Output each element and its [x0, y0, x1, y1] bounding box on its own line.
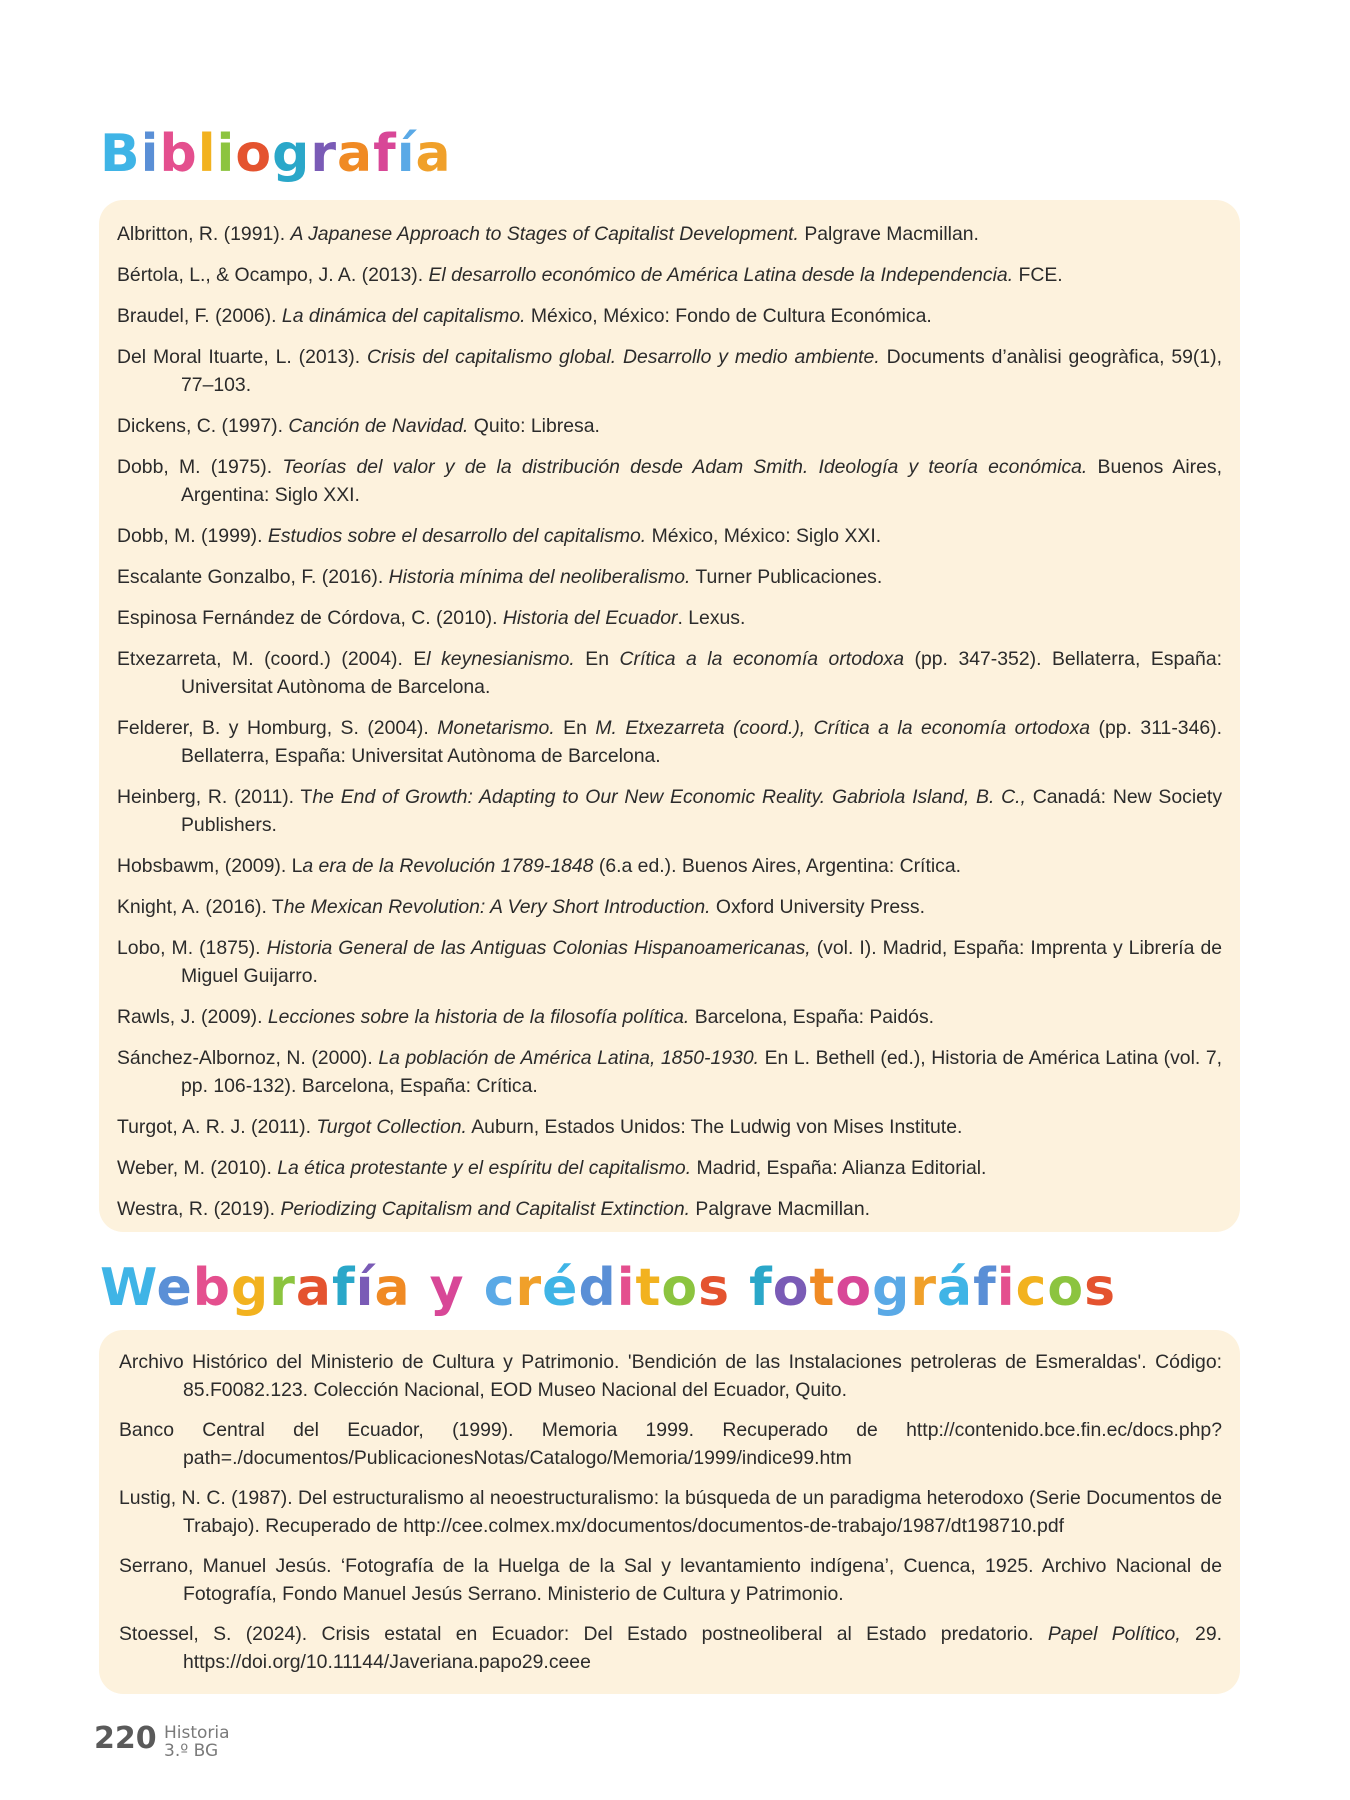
reference-text: Madrid, España: Alianza Editorial.: [691, 1157, 987, 1179]
reference-text: En: [554, 717, 596, 739]
heading-letter: o: [772, 1258, 810, 1318]
reference-text: Escalante Gonzalbo, F. (2016).: [117, 566, 389, 588]
reference-entry: [117, 302, 1222, 330]
reference-text: Canadá: New Society Publishers.: [181, 786, 1223, 836]
reference-text: México, México: Siglo XXI.: [646, 525, 882, 547]
reference-text: Etxezarreta, M. (coord.) (2004). E: [117, 648, 427, 670]
reference-title: Estudios sobre el desarrollo del capitalismo.: [267, 525, 647, 547]
heading-letter: e: [156, 1258, 193, 1318]
reference-entry: [117, 893, 1222, 921]
heading-letter: b: [159, 124, 198, 184]
reference-text: (vol. I). Madrid, España: Imprenta y Librería de Miguel Guijarro.: [181, 937, 1223, 987]
reference-title: Historia del Ecuador: [502, 607, 678, 629]
heading-letter: f: [332, 1258, 356, 1318]
reference-title: M. Etxezarreta (coord.), Crítica a la economía ortodoxa: [595, 717, 1091, 739]
bibliography-panel: [99, 200, 1240, 1232]
reference-title: Canción de Navidad.: [288, 415, 469, 437]
reference-text: (pp. 347-352). Bellaterra, España: Universitat Autònoma de Barcelona.: [181, 648, 1222, 698]
reference-entry: [117, 1113, 1222, 1141]
reference-text: México, México: Fondo de Cultura Económica.: [525, 305, 932, 327]
reference-text: Auburn, Estados Unidos: The Ludwig von Mises Institute.: [466, 1116, 963, 1138]
reference-text: Barcelona, España: Paidós.: [689, 1006, 935, 1028]
heading-letter: o: [235, 124, 273, 184]
reference-text: Dobb, M. (1975).: [117, 456, 283, 478]
reference-entry: [117, 1044, 1222, 1100]
reference-entry: [117, 1003, 1222, 1031]
reference-text: 29. https://doi.org/10.11144/Javeriana.papo29.ceee: [183, 1623, 1222, 1673]
reference-title: he End of Growth: Adapting to Our New Economic Reality. Gabriola Island, B. C.,: [312, 786, 1026, 808]
reference-entry: [119, 1552, 1222, 1608]
heading-letter: [411, 1258, 430, 1318]
reference-title: La población de América Latina, 1850-1930.: [378, 1047, 760, 1069]
reference-title: La ética protestante y el espíritu del capitalismo.: [277, 1157, 692, 1179]
reference-entry: [117, 412, 1222, 440]
subject-name: Historia: [164, 1723, 230, 1743]
reference-title: Historia General de las Antiguas Colonias Hispanoamericanas,: [266, 937, 811, 959]
heading-letter: W: [100, 1258, 157, 1318]
reference-text: . Lexus.: [677, 607, 746, 629]
heading-letter: f: [973, 1258, 997, 1318]
heading-letter: a: [374, 1258, 411, 1318]
heading-letter: i: [216, 124, 236, 184]
heading-letter: a: [415, 124, 452, 184]
reference-title: a era de la Revolución 1789-1848: [302, 855, 594, 877]
heading-letter: b: [192, 1258, 232, 1318]
heading-letter: i: [140, 124, 160, 184]
reference-text: Espinosa Fernández de Córdova, C. (2010).: [117, 607, 503, 629]
reference-entry: [117, 453, 1222, 509]
reference-text: (pp. 311-346). Bellaterra, España: Universitat Autònoma de Barcelona.: [181, 717, 1222, 767]
reference-text: Palgrave Macmillan.: [798, 223, 979, 245]
reference-title: La dinámica del capitalismo.: [281, 305, 526, 327]
reference-text: Turgot, A. R. J. (2011).: [117, 1116, 317, 1138]
reference-text: FCE.: [1013, 264, 1063, 286]
heading-letter: í: [396, 124, 416, 184]
reference-entry: [117, 852, 1222, 880]
reference-entry: [117, 343, 1222, 399]
reference-text: Banco Central del Ecuador, (1999). Memoria 1999. Recuperado de http://contenido.bce.fin.ec/docs.php?path=./documentos/PublicacionesNotas/Catalogo/Memoria/1999/indice99.htm: [119, 1419, 1222, 1469]
reference-text: Braudel, F. (2006).: [117, 305, 282, 327]
reference-entry: [119, 1484, 1222, 1540]
reference-text: Dobb, M. (1999).: [117, 525, 268, 547]
reference-title: Periodizing Capitalism and Capitalist Extinction.: [280, 1198, 691, 1220]
reference-entry: [117, 563, 1222, 591]
reference-text: Del Moral Ituarte, L. (2013).: [117, 346, 367, 368]
webgraphy-heading: [100, 1258, 1117, 1318]
heading-letter: g: [872, 1258, 911, 1318]
heading-letter: t: [809, 1258, 836, 1318]
reference-text: Lobo, M. (1875).: [117, 937, 267, 959]
reference-entry: [117, 783, 1222, 839]
heading-letter: r: [910, 1258, 938, 1318]
reference-title: El desarrollo económico de América Latina desde la Independencia.: [428, 264, 1014, 286]
heading-letter: d: [578, 1258, 617, 1318]
reference-title: Monetarismo.: [437, 717, 555, 739]
subject-label: [164, 1724, 230, 1760]
heading-letter: o: [1047, 1258, 1085, 1318]
reference-text: En: [574, 648, 620, 670]
reference-entry: [119, 1348, 1222, 1404]
heading-letter: o: [661, 1258, 699, 1318]
reference-entry: [117, 645, 1222, 701]
reference-text: Weber, M. (2010).: [117, 1157, 278, 1179]
reference-text: Albritton, R. (1991).: [117, 223, 291, 245]
reference-entry: [117, 1154, 1222, 1182]
heading-letter: i: [996, 1258, 1016, 1318]
heading-letter: c: [1015, 1258, 1048, 1318]
reference-text: Archivo Histórico del Ministerio de Cultura y Patrimonio. 'Bendición de las Instalaciones petroleras de Esmeraldas'. Código: 85.F0082.123. Colección Nacional, EOD Museo Nacional del Ecuador, Quito.: [119, 1351, 1222, 1401]
heading-letter: g: [231, 1258, 270, 1318]
reference-title: he Mexican Revolution: A Very Short Introduction.: [283, 896, 711, 918]
heading-letter: t: [635, 1258, 662, 1318]
heading-letter: a: [336, 124, 374, 184]
heading-letter: a: [295, 1258, 333, 1318]
reference-text: Felderer, B. y Homburg, S. (2004).: [117, 717, 438, 739]
heading-letter: [465, 1258, 484, 1318]
heading-letter: y: [429, 1258, 465, 1318]
heading-letter: B: [100, 124, 141, 184]
heading-letter: r: [515, 1258, 543, 1318]
heading-letter: r: [310, 124, 337, 184]
reference-text: Dickens, C. (1997).: [117, 415, 289, 437]
heading-letter: [730, 1258, 749, 1318]
page-number: 220: [94, 1721, 157, 1756]
reference-text: Palgrave Macmillan.: [690, 1198, 870, 1220]
heading-letter: é: [542, 1258, 579, 1318]
reference-entry: [117, 261, 1222, 289]
heading-letter: f: [749, 1258, 773, 1318]
heading-letter: f: [373, 124, 397, 184]
reference-entry: [117, 522, 1222, 550]
reference-text: Stoessel, S. (2024). Crisis estatal en Ecuador: Del Estado postneoliberal al Estado predatorio.: [119, 1623, 1048, 1645]
reference-title: Crítica a la economía ortodoxa: [619, 648, 905, 670]
bibliography-heading: [100, 124, 452, 184]
reference-text: Quito: Libresa.: [468, 415, 600, 437]
reference-text: En L. Bethell (ed.), Historia de América Latina (vol. 7, pp. 106-132). Barcelona, España: Crítica.: [181, 1047, 1222, 1097]
reference-text: Buenos Aires, Argentina: Siglo XXI.: [181, 456, 1222, 506]
reference-title: Historia mínima del neoliberalismo.: [388, 566, 691, 588]
heading-letter: á: [937, 1258, 974, 1318]
reference-title: l keynesianismo.: [426, 648, 575, 670]
heading-letter: s: [698, 1258, 731, 1318]
reference-text: Knight, A. (2016). T: [117, 896, 284, 918]
reference-entry: [117, 604, 1222, 632]
reference-entry: [117, 934, 1222, 990]
reference-title: Papel Político,: [1047, 1623, 1181, 1645]
reference-text: Westra, R. (2019).: [117, 1198, 281, 1220]
reference-text: Serrano, Manuel Jesús. ‘Fotografía de la Huelga de la Sal y levantamiento indígena’, Cuenca, 1925. Archivo Nacional de Fotografía, Fondo Manuel Jesús Serrano. Ministerio de Cultura y Patrimonio.: [119, 1555, 1222, 1605]
heading-letter: g: [272, 124, 311, 184]
heading-letter: c: [483, 1258, 516, 1318]
reference-text: Bértola, L., & Ocampo, J. A. (2013).: [117, 264, 429, 286]
webgraphy-panel: [99, 1330, 1240, 1694]
reference-entry: [117, 1195, 1222, 1223]
reference-entry: [119, 1620, 1222, 1676]
reference-title: Crisis del capitalismo global. Desarrollo y medio ambiente.: [367, 346, 880, 368]
heading-letter: r: [269, 1258, 296, 1318]
reference-text: Rawls, J. (2009).: [117, 1006, 268, 1028]
reference-title: A Japanese Approach to Stages of Capitalist Development.: [290, 223, 799, 245]
reference-title: Teorías del valor y de la distribución desde Adam Smith. Ideología y teoría económica.: [282, 456, 1088, 478]
reference-entry: [119, 1416, 1222, 1472]
reference-entry: [117, 220, 1222, 248]
reference-text: Sánchez-Albornoz, N. (2000).: [117, 1047, 379, 1069]
reference-entry: [117, 714, 1222, 770]
reference-text: Lustig, N. C. (1987). Del estructuralismo al neoestructuralismo: la búsqueda de un paradigma heterodoxo (Serie Documentos de Trabajo). Recuperado de http://cee.colmex.mx/documentos/documentos-de-trabajo/1987/dt198710.pdf: [119, 1487, 1222, 1537]
reference-title: Lecciones sobre la historia de la filosofía política.: [267, 1006, 690, 1028]
heading-letter: í: [355, 1258, 375, 1318]
reference-text: Documents d’anàlisi geogràfica, 59(1), 77–103.: [181, 346, 1222, 396]
heading-letter: l: [197, 124, 217, 184]
reference-text: (6.a ed.). Buenos Aires, Argentina: Crítica.: [593, 855, 961, 877]
reference-text: Oxford University Press.: [710, 896, 925, 918]
heading-letter: i: [616, 1258, 636, 1318]
reference-title: Turgot Collection.: [316, 1116, 467, 1138]
grade-label: 3.º BG: [164, 1741, 219, 1761]
reference-text: Heinberg, R. (2011). T: [117, 786, 313, 808]
heading-letter: s: [1084, 1258, 1117, 1318]
reference-text: Turner Publicaciones.: [690, 566, 883, 588]
heading-letter: o: [835, 1258, 873, 1318]
reference-text: Hobsbawm, (2009). L: [117, 855, 303, 877]
